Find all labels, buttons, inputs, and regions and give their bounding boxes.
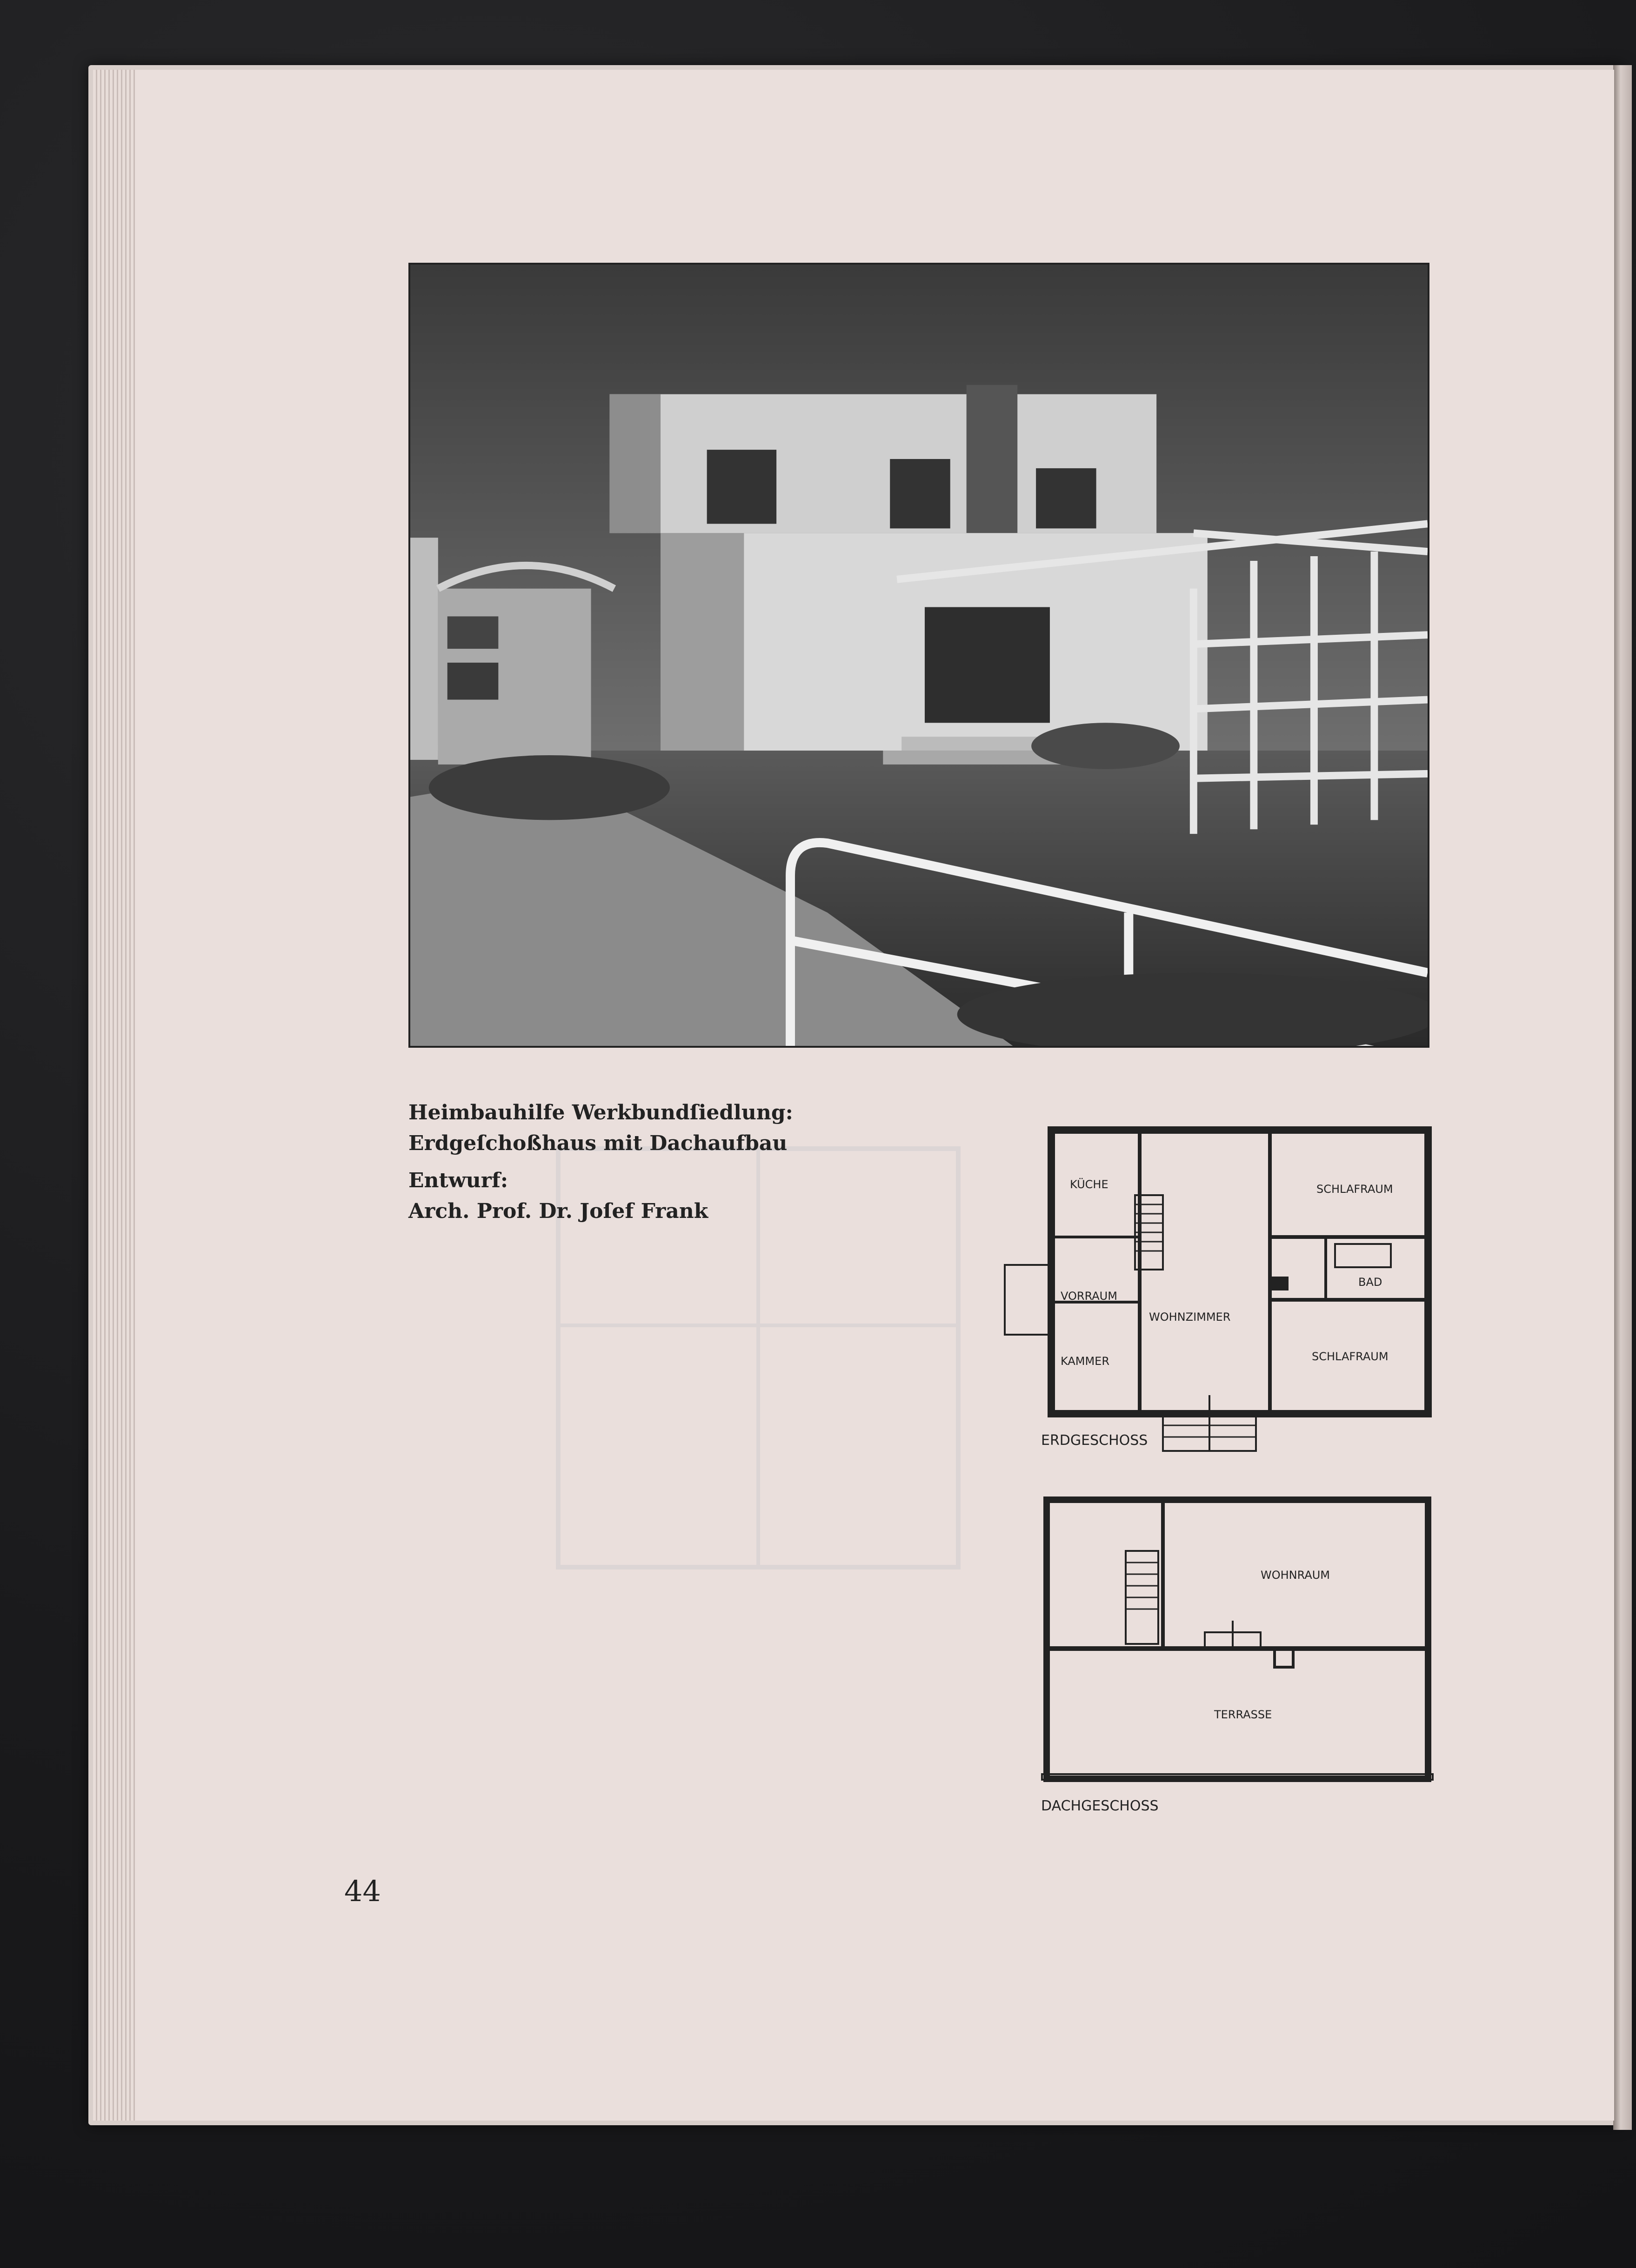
caption-line-2: Erdgeſchoßhaus mit Dachaufbau <box>408 1131 788 1155</box>
room-label-schlafraum-bottom: SCHLAFRAUM <box>1312 1350 1389 1363</box>
ground-floor-plan-label: ERDGESCHOSS <box>1041 1432 1148 1449</box>
facing-page-edge <box>1613 65 1632 2130</box>
caption-line-3: Entwurf: <box>408 1169 508 1192</box>
room-label-kammer: KAMMER <box>1061 1355 1109 1368</box>
room-label-kueche: KÜCHE <box>1070 1178 1108 1191</box>
room-label-bad: BAD <box>1358 1276 1382 1289</box>
page-stack-edge <box>93 70 135 2121</box>
upper-floor-plan <box>1028 1495 1437 1825</box>
house-photograph <box>408 263 1429 1048</box>
caption-line-1: Heimbauhilfe Werkbundſiedlung: <box>408 1101 793 1124</box>
ground-floor-plan <box>1000 1125 1437 1456</box>
room-label-schlafraum-top: SCHLAFRAUM <box>1316 1183 1393 1196</box>
room-label-vorraum: VORRAUM <box>1061 1290 1117 1303</box>
photo-caption <box>408 1097 874 1227</box>
room-label-wohnraum: WOHNRAUM <box>1261 1569 1330 1582</box>
room-label-terrasse: TERRASSE <box>1214 1708 1272 1721</box>
caption-line-4: Arch. Prof. Dr. Joſef Frank <box>408 1199 708 1223</box>
page-number: 44 <box>344 1874 381 1908</box>
room-label-wohnzimmer: WOHNZIMMER <box>1149 1310 1231 1324</box>
upper-floor-plan-label: DACHGESCHOSS <box>1041 1798 1159 1814</box>
